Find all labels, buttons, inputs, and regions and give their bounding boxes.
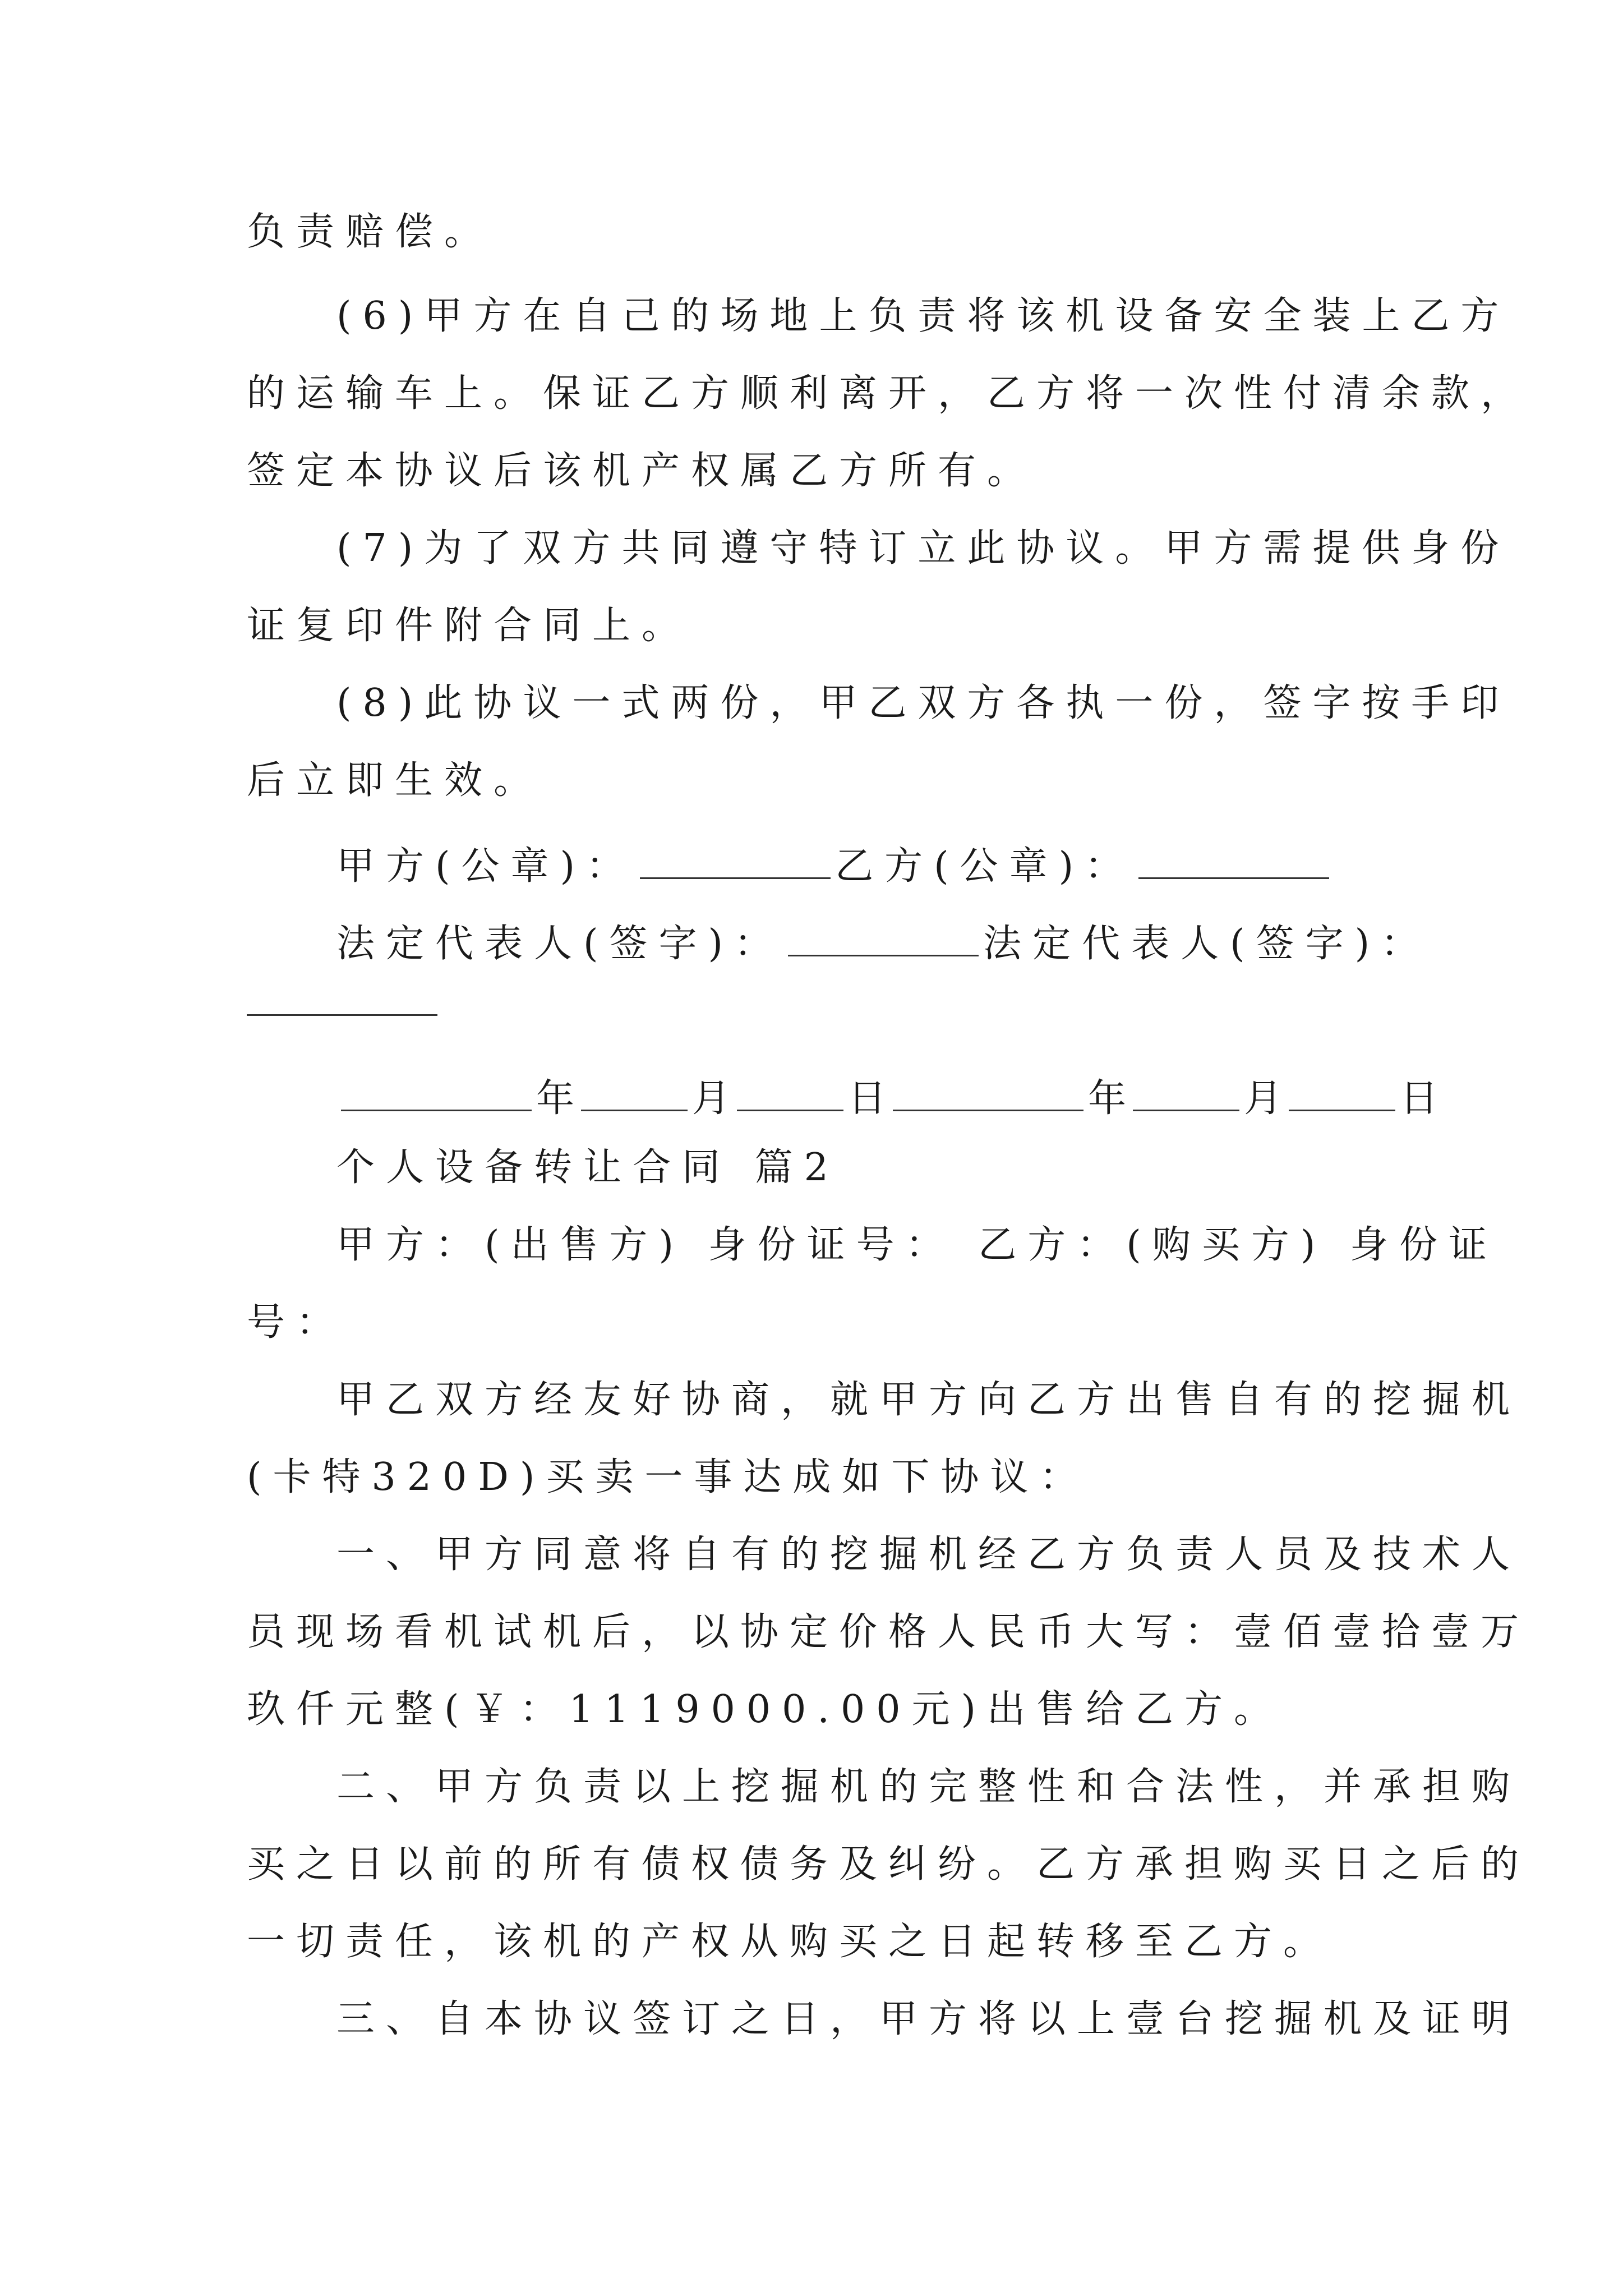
year-label: 年 xyxy=(536,1076,577,1121)
party-b-rep-label: 法定代表人(签字)： xyxy=(983,922,1431,966)
month-label: 月 xyxy=(692,1076,733,1121)
party-b-seal-label: 乙方(公章)： xyxy=(835,844,1135,889)
party-a-rep-blank xyxy=(788,917,979,956)
section-heading: 个人设备转让合同 篇2 xyxy=(336,1145,840,1190)
text-line: 员现场看机试机后，以协定价格人民币大写：壹佰壹拾壹万 xyxy=(247,1610,1530,1654)
clause-7-line: (7)为了双方共同遵守特订立此协议。甲方需提供身份 xyxy=(336,526,1510,570)
year-blank xyxy=(341,1071,532,1111)
text-line: 签定本协议后该机产权属乙方所有。 xyxy=(247,449,1037,493)
year-blank-2 xyxy=(893,1071,1083,1111)
seal-signature-line xyxy=(336,839,1334,889)
text-line: 玖仟元整(￥：1119000.00元)出售给乙方。 xyxy=(247,1687,1284,1732)
day-blank-2 xyxy=(1289,1071,1395,1111)
article-2-line: 二、甲方负责以上挖掘机的完整性和合法性，并承担购 xyxy=(336,1765,1521,1809)
preamble-line: 甲乙双方经友好协商，就甲方向乙方出售自有的挖掘机 xyxy=(336,1378,1521,1422)
party-a-rep-label: 法定代表人(签字)： xyxy=(336,922,784,966)
text-line: 一切责任，该机的产权从购买之日起转移至乙方。 xyxy=(247,1920,1333,1964)
year-label-2: 年 xyxy=(1088,1076,1129,1121)
representative-signature-line xyxy=(336,917,1431,966)
party-a-seal-label: 甲方(公章)： xyxy=(336,844,636,889)
text-line: (卡特320D)买卖一事达成如下协议： xyxy=(247,1455,1089,1499)
party-b-seal-blank xyxy=(1138,839,1329,879)
text-line: 买之日以前的所有债权债务及纠纷。乙方承担购买日之后的 xyxy=(247,1842,1530,1887)
date-line xyxy=(336,1071,1441,1121)
day-label: 日 xyxy=(848,1076,889,1121)
text-line: 后立即生效。 xyxy=(247,758,543,803)
article-1-line: 一、甲方同意将自有的挖掘机经乙方负责人员及技术人 xyxy=(336,1533,1521,1577)
text-line: 的运输车上。保证乙方顺利离开，乙方将一次性付清余款， xyxy=(247,371,1530,416)
party-b-rep-blank xyxy=(247,1014,437,1016)
month-blank-2 xyxy=(1133,1071,1239,1111)
month-blank xyxy=(581,1071,688,1111)
clause-6-line: (6)甲方在自己的场地上负责将该机设备安全装上乙方 xyxy=(336,294,1510,338)
article-3-line: 三、自本协议签订之日，甲方将以上壹台挖掘机及证明 xyxy=(336,1997,1521,2041)
clause-8-line: (8)此协议一式两份，甲乙双方各执一份，签字按手印 xyxy=(336,681,1510,725)
text-line: 负责赔偿。 xyxy=(247,210,494,254)
day-label-2: 日 xyxy=(1400,1076,1441,1121)
month-label-2: 月 xyxy=(1244,1076,1285,1121)
day-blank xyxy=(737,1071,843,1111)
party-a-seal-blank xyxy=(640,839,831,879)
text-line: 号： xyxy=(247,1300,346,1345)
text-line: 证复印件附合同上。 xyxy=(247,604,691,648)
parties-line: 甲方：(出售方) 身份证号： 乙方：(购买方) 身份证 xyxy=(336,1223,1498,1267)
